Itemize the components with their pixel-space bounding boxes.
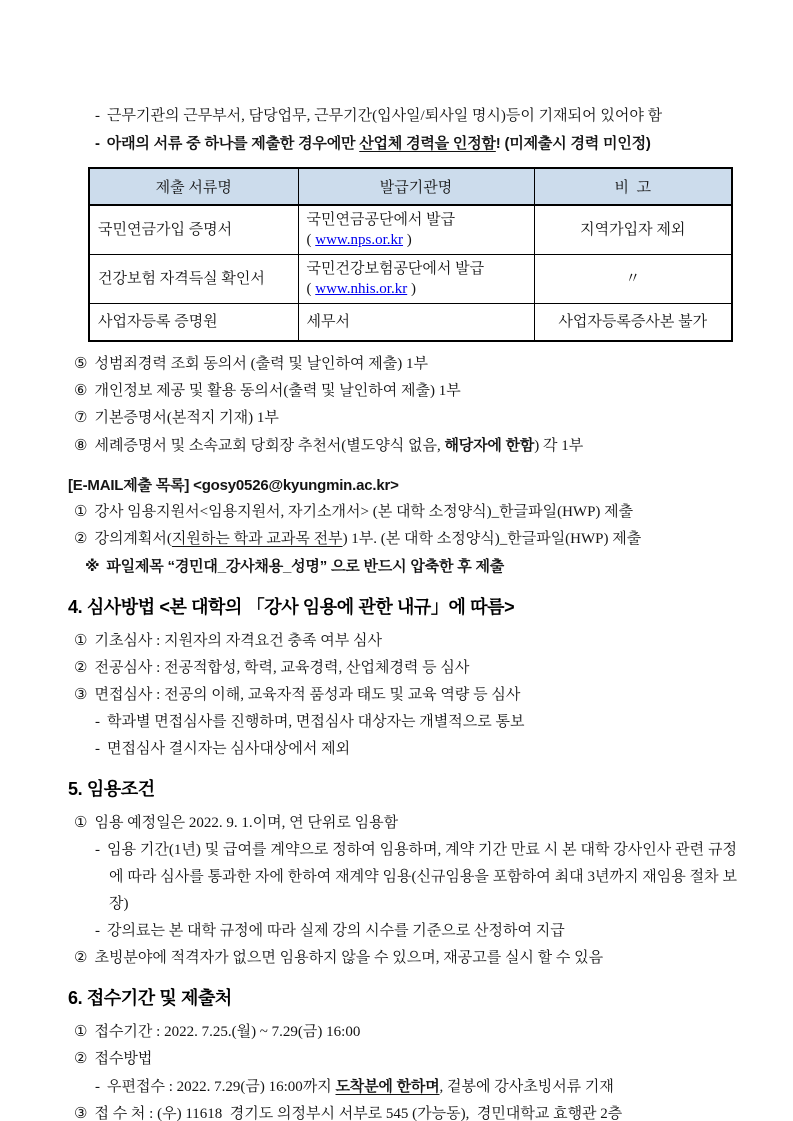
list-item-baptism-certificate: ⑧ 세례증명서 및 소속교회 당회장 추천서(별도양식 없음, 해당자에 한함) 각 1부	[74, 436, 584, 454]
circled-number: ①	[74, 632, 88, 649]
application-item-period: ① 접수기간 : 2022. 7.25.(월) ~ 7.29(금) 16:00	[74, 1023, 361, 1040]
reference-mark-icon: ※	[85, 557, 100, 575]
circled-number: ②	[74, 530, 88, 547]
underlined-career-recognition: 산업체 경력을 인정함	[359, 135, 496, 152]
circled-number: ⑧	[74, 437, 88, 454]
dash-bullet: -	[95, 713, 100, 730]
application-note-mail: - 우편접수 : 2022. 7.29(금) 16:00까지 도착분에 한하며, 겉봉에 강사초빙서류 기재	[95, 1077, 614, 1095]
circled-number: ③	[74, 686, 88, 703]
list-item-basic-certificate: ⑦ 기본증명서(본적지 기재) 1부	[74, 409, 279, 426]
section-heading-employment-conditions: 5. 임용조건	[68, 778, 155, 799]
doc-name-cell: 사업자등록 증명원	[89, 304, 298, 341]
nps-link[interactable]: www.nps.or.kr	[315, 232, 404, 248]
screening-item-interview: ③ 면접심사 : 전공의 이해, 교육자적 품성과 태도 및 교육 역량 등 심사	[74, 686, 521, 703]
remarks-cell: 사업자등록증사본 불가	[534, 304, 732, 341]
circled-number: ③	[74, 1105, 88, 1121]
issuer-cell: 국민건강보험공단에서 발급 ( www.nhis.or.kr )	[298, 255, 534, 304]
submission-documents-table	[88, 167, 733, 342]
employment-item-no-qualified: ② 초빙분야에 적격자가 없으면 임용하지 않을 수 있으며, 재공고를 실시 할 수 있음	[74, 949, 604, 966]
circled-number: ②	[74, 949, 88, 966]
dash-bullet: -	[95, 922, 100, 939]
table-row-pension	[89, 205, 732, 255]
employment-note-lecture-fee: - 강의료는 본 대학 규정에 따라 실제 강의 시수를 기준으로 산정하여 지급	[95, 922, 565, 939]
col-header-document-name: 제출 서류명	[89, 168, 298, 205]
col-header-remarks: 비 고	[534, 168, 732, 205]
dash-bullet: -	[95, 108, 100, 124]
remarks-cell: 〃	[534, 255, 732, 304]
underlined-all-subjects: 지원하는 학과 교과목 전부	[171, 530, 343, 547]
table-header-row	[89, 168, 732, 205]
circled-number: ⑤	[74, 355, 88, 372]
col-header-issuing-org: 발급기관명	[298, 168, 534, 205]
email-item-syllabus: ② 강의계획서(지원하는 학과 교과목 전부) 1부. (본 대학 소정양식)_한글파일(HWP) 제출	[74, 530, 642, 547]
dash-bullet: -	[95, 1078, 100, 1095]
dash-bullet: -	[95, 841, 100, 858]
screening-item-major: ② 전공심사 : 전공적합성, 학력, 교육경력, 산업체경력 등 심사	[74, 659, 470, 676]
circled-number: ①	[74, 1023, 88, 1040]
circled-number: ⑦	[74, 409, 88, 426]
screening-note-department-interview: - 학과별 면접심사를 진행하며, 면접심사 대상자는 개별적으로 통보	[95, 713, 525, 730]
section-heading-screening-method: 4. 심사방법 <본 대학의 「강사 임용에 관한 내규」에 따름>	[68, 596, 515, 617]
employment-note-contract: - 임용 기간(1년) 및 급여를 계약으로 정하여 임용하며, 계약 기간 만료 시 본 대학 강사인사 관련 규정에 따라 심사를 통과한 자에 한하여 재계약 임용(신규임용을 포함하여 최대 3년까지 재임용 절차 보장)	[95, 841, 737, 912]
table-row-health-insurance	[89, 255, 732, 304]
screening-item-basic: ① 기초심사 : 지원자의 자격요건 충족 여부 심사	[74, 632, 382, 649]
application-item-address: ③ 접 수 처 : (우) 11618 경기도 의정부시 서부로 545 (가능동), 경민대학교 효행관 2층	[74, 1105, 623, 1121]
issuer-cell: 국민연금공단에서 발급 ( www.nps.or.kr )	[298, 205, 534, 255]
employment-item-start-date: ① 임용 예정일은 2022. 9. 1.이며, 연 단위로 임용함	[74, 814, 399, 831]
file-name-note: ※ 파일제목 “경민대_강사채용_성명” 으로 반드시 압축한 후 제출	[85, 557, 505, 575]
application-item-method: ② 접수방법	[74, 1050, 153, 1067]
nhis-link[interactable]: www.nhis.or.kr	[315, 281, 408, 297]
dash-bullet: -	[95, 135, 100, 152]
email-submission-title: [E-MAIL제출 목록] <gosy0526@kyungmin.ac.kr>	[68, 476, 399, 494]
circled-number: ①	[74, 814, 88, 831]
email-item-application: ① 강사 임용지원서<임용지원서, 자기소개서> (본 대학 소정양식)_한글파일(HWP) 제출	[74, 503, 634, 520]
dash-bullet: -	[95, 740, 100, 757]
circled-number: ②	[74, 1050, 88, 1067]
remarks-cell: 지역가입자 제외	[534, 205, 732, 255]
list-item-personal-info: ⑥ 개인정보 제공 및 활용 동의서(출력 및 날인하여 제출) 1부	[74, 382, 461, 399]
intro-line-career-condition: - 아래의 서류 중 하나를 제출한 경우에만 산업체 경력을 인정함! (미제출시 경력 미인정)	[95, 135, 651, 152]
list-item-criminal-record: ⑤ 성범죄경력 조회 동의서 (출력 및 날인하여 제출) 1부	[74, 355, 428, 372]
screening-note-absence: - 면접심사 결시자는 심사대상에서 제외	[95, 740, 351, 757]
section-heading-application-period: 6. 접수기간 및 제출처	[68, 987, 232, 1008]
bold-applicable-only: 해당자에 한함	[444, 436, 535, 454]
bold-arrival-only: 도착분에 한하며	[335, 1077, 440, 1095]
doc-name-cell: 국민연금가입 증명서	[89, 205, 298, 255]
issuer-cell: 세무서	[298, 304, 534, 341]
circled-number: ①	[74, 503, 88, 520]
circled-number: ⑥	[74, 382, 88, 399]
intro-line-work-info-text: 근무기관의 근무부서, 담당업무, 근무기간(입사일/퇴사일 명시)등이 기재되어 있어야 함	[107, 108, 663, 124]
doc-name-cell: 건강보험 자격득실 확인서	[89, 255, 298, 304]
circled-number: ②	[74, 659, 88, 676]
table-row-business-registration	[89, 304, 732, 341]
intro-line-work-info	[95, 103, 737, 130]
